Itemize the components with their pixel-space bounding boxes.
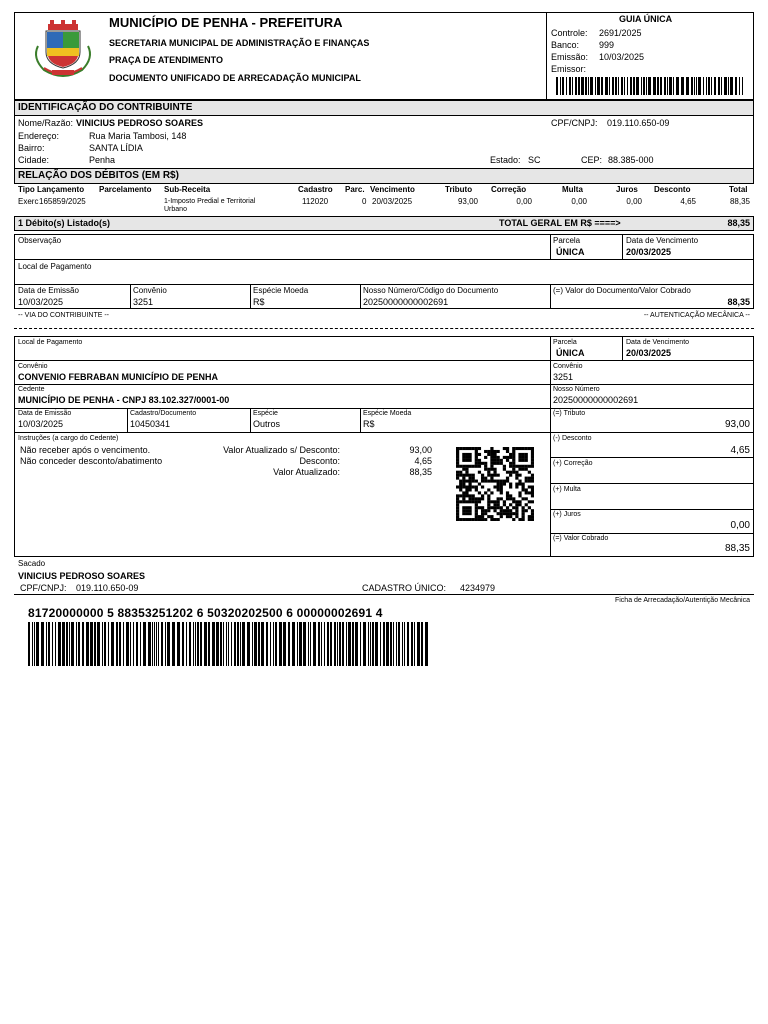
col-parc: Parc. [345, 185, 365, 194]
via-contribuinte-label: -- VIA DO CONTRIBUINTE -- [18, 312, 109, 319]
col-parcelamento: Parcelamento [99, 185, 152, 194]
ficha-cedente-value: MUNICÍPIO DE PENHA - CNPJ 83.102.327/0001-00 [18, 395, 230, 405]
via-nosso-numero-value: 20250000000002691 [363, 297, 449, 307]
row-multa: 0,00 [571, 197, 587, 206]
taxpayer-cpf: 019.110.650-09 [607, 118, 670, 128]
city-label: Cidade: [18, 155, 50, 165]
via-convenio-label: Convênio [133, 286, 167, 295]
document-type-line: DOCUMENTO UNIFICADO DE ARRECADAÇÃO MUNICIPAL [109, 73, 361, 83]
emissor-label: Emissor: [551, 64, 587, 74]
sacado-cpf-label: CPF/CNPJ: [20, 583, 67, 593]
via-vencimento-label: Data de Vencimento [626, 236, 699, 245]
cadastro-unico-label: CADASTRO ÚNICO: [362, 583, 447, 593]
ficha-local-pagamento-label: Local de Pagamento [18, 339, 83, 346]
desconto-value: 4,65 [730, 445, 750, 456]
ficha-emissao-label: Data de Emissão [18, 410, 72, 417]
address-label: Endereço: [18, 131, 60, 141]
ficha-especie-value: Outros [253, 419, 281, 429]
col-total: Total [729, 185, 748, 194]
state-label: Estado: [490, 155, 521, 165]
banco-label: Banco: [551, 40, 580, 50]
ficha-convenio-name: CONVENIO FEBRABAN MUNICÍPIO DE PENHA [18, 372, 219, 382]
ficha-autenticacao-label: Ficha de Arrecadação/Autentição Mecânica [614, 597, 750, 604]
instrucao-1: Não receber após o vencimento. [20, 445, 151, 455]
via-emissao-label: Data de Emissão [18, 286, 79, 295]
ficha-especie-label: Espécie [253, 410, 278, 417]
valor-atualizado-value: 88,35 [409, 467, 432, 477]
col-subreceita: Sub-Receita [164, 185, 211, 194]
ficha-convenio-number: 3251 [553, 372, 574, 382]
linha-digitavel: 81720000000 5 88353251202 6 50320202500 6 00000002691 4 [28, 606, 383, 620]
ficha-vencimento-label: Data de Vencimento [626, 339, 690, 346]
via-valor-label: (=) Valor do Documento/Valor Cobrado [553, 286, 691, 295]
cut-line [14, 328, 754, 329]
qr-code [456, 447, 534, 521]
desconto-inst-value: 4,65 [414, 456, 432, 466]
taxpayer-address: Rua Maria Tambosi, 148 [89, 131, 187, 141]
controle-label: Controle: [551, 28, 588, 38]
sacado-cpf: 019.110.650-09 [76, 583, 139, 593]
col-multa: Multa [562, 185, 583, 194]
debts-count: 1 Débito(s) Listado(s) [18, 218, 111, 228]
via-nosso-numero-label: Nosso Número/Código do Documento [363, 286, 499, 295]
autenticacao-mecanica-label: -- AUTENTICAÇÃO MECÂNICA -- [643, 312, 750, 319]
row-tipo: Exerc [18, 197, 39, 206]
ficha-especie-moeda-label: Espécie Moeda [363, 410, 412, 417]
cadastro-unico-value: 4234979 [460, 583, 496, 593]
col-correcao: Correção [491, 185, 527, 194]
secretariat-line: SECRETARIA MUNICIPAL DE ADMINISTRAÇÃO E FINANÇAS [109, 38, 370, 48]
cep-label: CEP: [581, 155, 603, 165]
row-parc: 0 [362, 197, 367, 206]
multa-label: (+) Multa [553, 486, 581, 493]
valor-atualizado-label: Valor Atualizado: [273, 467, 340, 477]
col-vencimento: Vencimento [370, 185, 415, 194]
via-emissao-value: 10/03/2025 [18, 297, 64, 307]
juros-label: (+) Juros [553, 511, 581, 518]
via-especie-moeda-value: R$ [253, 297, 265, 307]
emissao-label: Emissão: [551, 52, 589, 62]
row-tributo: 93,00 [457, 197, 478, 206]
correcao-label: (+) Correção [553, 460, 593, 467]
row-total: 88,35 [729, 197, 750, 206]
ficha-tributo-value: 93,00 [724, 419, 750, 430]
ficha-vencimento-value: 20/03/2025 [626, 348, 672, 358]
row-vencimento: 20/03/2025 [372, 197, 413, 206]
controle-value: 2691/2025 [599, 28, 642, 38]
control-barcode [556, 77, 746, 95]
desconto-label: (-) Desconto [553, 435, 592, 442]
sacado-label: Sacado [18, 559, 46, 568]
valor-cobrado-label: (=) Valor Cobrado [553, 535, 609, 542]
ficha-cadastro-value: 10450341 [130, 419, 171, 429]
taxpayer-name: VINICIUS PEDROSO SOARES [76, 118, 204, 128]
taxpayer-district: SANTA LÍDIA [89, 143, 143, 153]
office-line: PRAÇA DE ATENDIMENTO [109, 55, 224, 65]
juros-value: 0,00 [730, 520, 750, 531]
via-especie-moeda-label: Espécie Moeda [253, 286, 309, 295]
ficha-cedente-label: Cedente [18, 386, 45, 393]
col-tipo: Tipo Lançamento [18, 185, 85, 194]
name-label: Nome/Razão: [18, 118, 74, 128]
taxpayer-city: Penha [89, 155, 116, 165]
coat-of-arms-logo [30, 18, 96, 80]
guide-title: GUIA ÚNICA [619, 14, 673, 24]
row-parcelamento: 165859/2025 [39, 197, 86, 206]
total-value: 88,35 [727, 218, 750, 228]
taxpayer-section-title: IDENTIFICAÇÃO DO CONTRIBUINTE [18, 102, 193, 113]
via-local-pagamento-label: Local de Pagamento [18, 262, 92, 271]
ficha-parcela-label: Parcela [553, 339, 577, 346]
banco-value: 999 [599, 40, 615, 50]
sacado-name: VINICIUS PEDROSO SOARES [18, 571, 146, 581]
col-cadastro: Cadastro [298, 185, 333, 194]
total-label: TOTAL GERAL EM R$ ====> [499, 218, 621, 228]
row-juros: 0,00 [626, 197, 642, 206]
valor-atualizado-sd-label: Valor Atualizado s/ Desconto: [223, 445, 340, 455]
row-correcao: 0,00 [516, 197, 532, 206]
ficha-tributo-label: (=) Tributo [553, 410, 586, 417]
debts-section-title: RELAÇÃO DOS DÉBITOS (EM R$) [18, 170, 179, 181]
via-vencimento-value: 20/03/2025 [626, 247, 672, 257]
ficha-especie-moeda-value: R$ [363, 419, 375, 429]
row-subreceita-1: 1-Imposto Predial e Territorial [164, 198, 256, 205]
ficha-convenio-label: Convênio [18, 363, 48, 370]
emissao-value: 10/03/2025 [599, 52, 645, 62]
via-valor-value: 88,35 [727, 297, 750, 307]
payment-barcode [28, 622, 432, 666]
row-desconto: 4,65 [680, 197, 696, 206]
debts-total-bar [14, 216, 754, 231]
ficha-parcela-value: ÚNICA [556, 348, 585, 358]
instrucao-2: Não conceder desconto/abatimento [20, 456, 163, 466]
district-label: Bairro: [18, 143, 45, 153]
col-juros: Juros [616, 185, 638, 194]
col-tributo: Tributo [445, 185, 473, 194]
instrucoes-label: Instruções (a cargo do Cedente) [18, 435, 119, 442]
row-subreceita-2: Urbano [164, 206, 187, 213]
col-desconto: Desconto [654, 185, 691, 194]
row-cadastro: 112020 [302, 197, 329, 206]
ficha-nosso-numero-label: Nosso Número [553, 386, 600, 393]
ficha-nosso-numero-value: 20250000000002691 [553, 395, 639, 405]
desconto-inst-label: Desconto: [299, 456, 340, 466]
via-convenio-value: 3251 [133, 297, 154, 307]
valor-cobrado-value: 88,35 [724, 543, 750, 554]
municipality-title: MUNICÍPIO DE PENHA - PREFEITURA [109, 15, 343, 30]
via-parcela-label: Parcela [553, 236, 581, 245]
ficha-cadastro-label: Cadastro/Documento [130, 410, 197, 417]
taxpayer-state: SC [528, 155, 541, 165]
via-parcela-value: ÚNICA [556, 247, 585, 257]
taxpayer-cep: 88.385-000 [608, 155, 654, 165]
ficha-convenio-right-label: Convênio [553, 363, 583, 370]
valor-atualizado-sd-value: 93,00 [409, 445, 432, 455]
cpf-label: CPF/CNPJ: [551, 118, 598, 128]
ficha-emissao-value: 10/03/2025 [18, 419, 64, 429]
observacao-label: Observação [18, 236, 62, 245]
